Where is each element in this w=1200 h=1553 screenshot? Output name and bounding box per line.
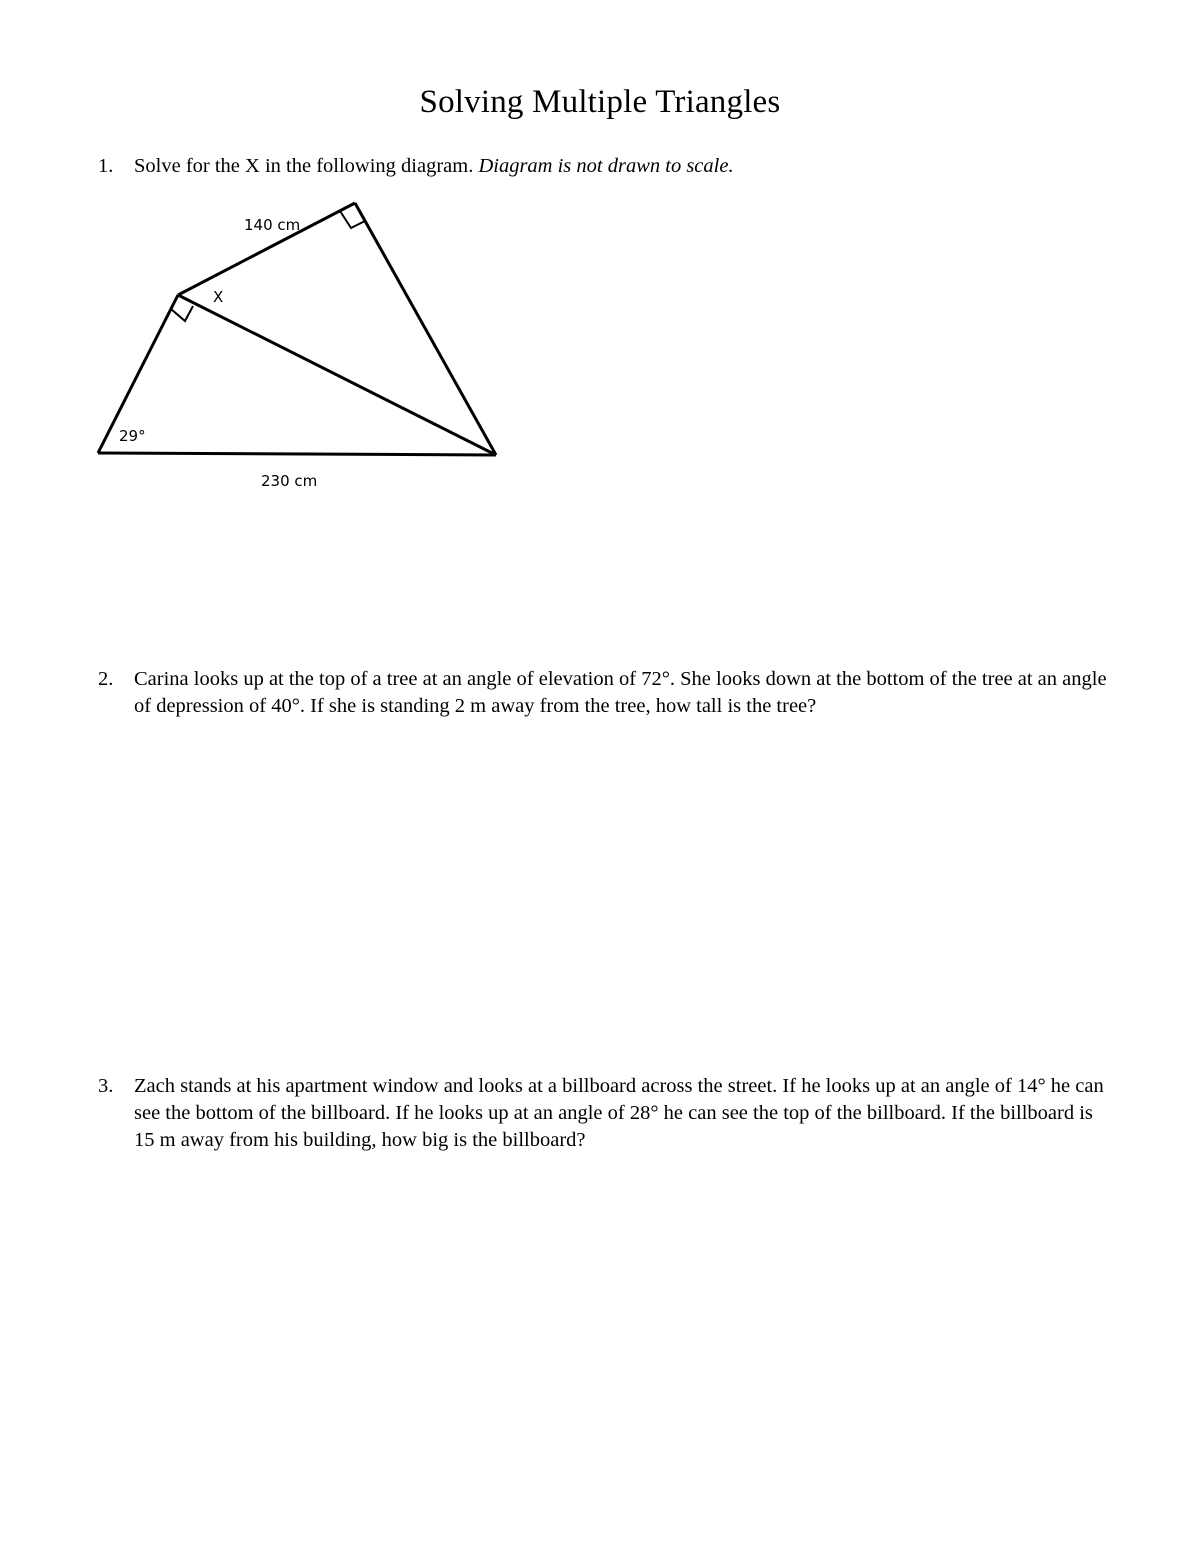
question-text: Zach stands at his apartment window and looks at a billboard across the street. If he looks up at an angle of 14° he can see the bottom of the billboard. If he looks up at an angle of 28° he can see the top of the billboard. If the billboard is 15 m away from his building, how big is the billboard? xyxy=(134,1075,1104,1151)
side-right xyxy=(355,203,496,455)
question-2 xyxy=(98,666,1118,720)
triangle-diagram xyxy=(0,0,1200,520)
question-number: 3. xyxy=(98,1075,114,1097)
right-angle-marker-left xyxy=(171,306,193,321)
question-prompt: Solve for the X in the following diagram. xyxy=(134,155,474,177)
diagram-note: Diagram is not drawn to scale. xyxy=(478,155,734,177)
question-3 xyxy=(98,1073,1118,1154)
label-angle-x: X xyxy=(213,288,224,306)
question-text: Carina looks up at the top of a tree at an angle of elevation of 72°. She looks down at the bottom of the tree at an angle of depression of 40°. If she is standing 2 m away from the tree, how tall is the tree? xyxy=(134,668,1107,717)
label-top-side: 140 cm xyxy=(244,216,301,234)
label-angle-bottom: 29° xyxy=(119,427,146,445)
question-number: 1. xyxy=(98,155,114,177)
side-bottom xyxy=(98,453,496,455)
label-bottom-side: 230 cm xyxy=(261,472,318,490)
question-number: 2. xyxy=(98,668,114,690)
page-title: Solving Multiple Triangles xyxy=(419,84,781,120)
side-diagonal xyxy=(178,295,496,455)
